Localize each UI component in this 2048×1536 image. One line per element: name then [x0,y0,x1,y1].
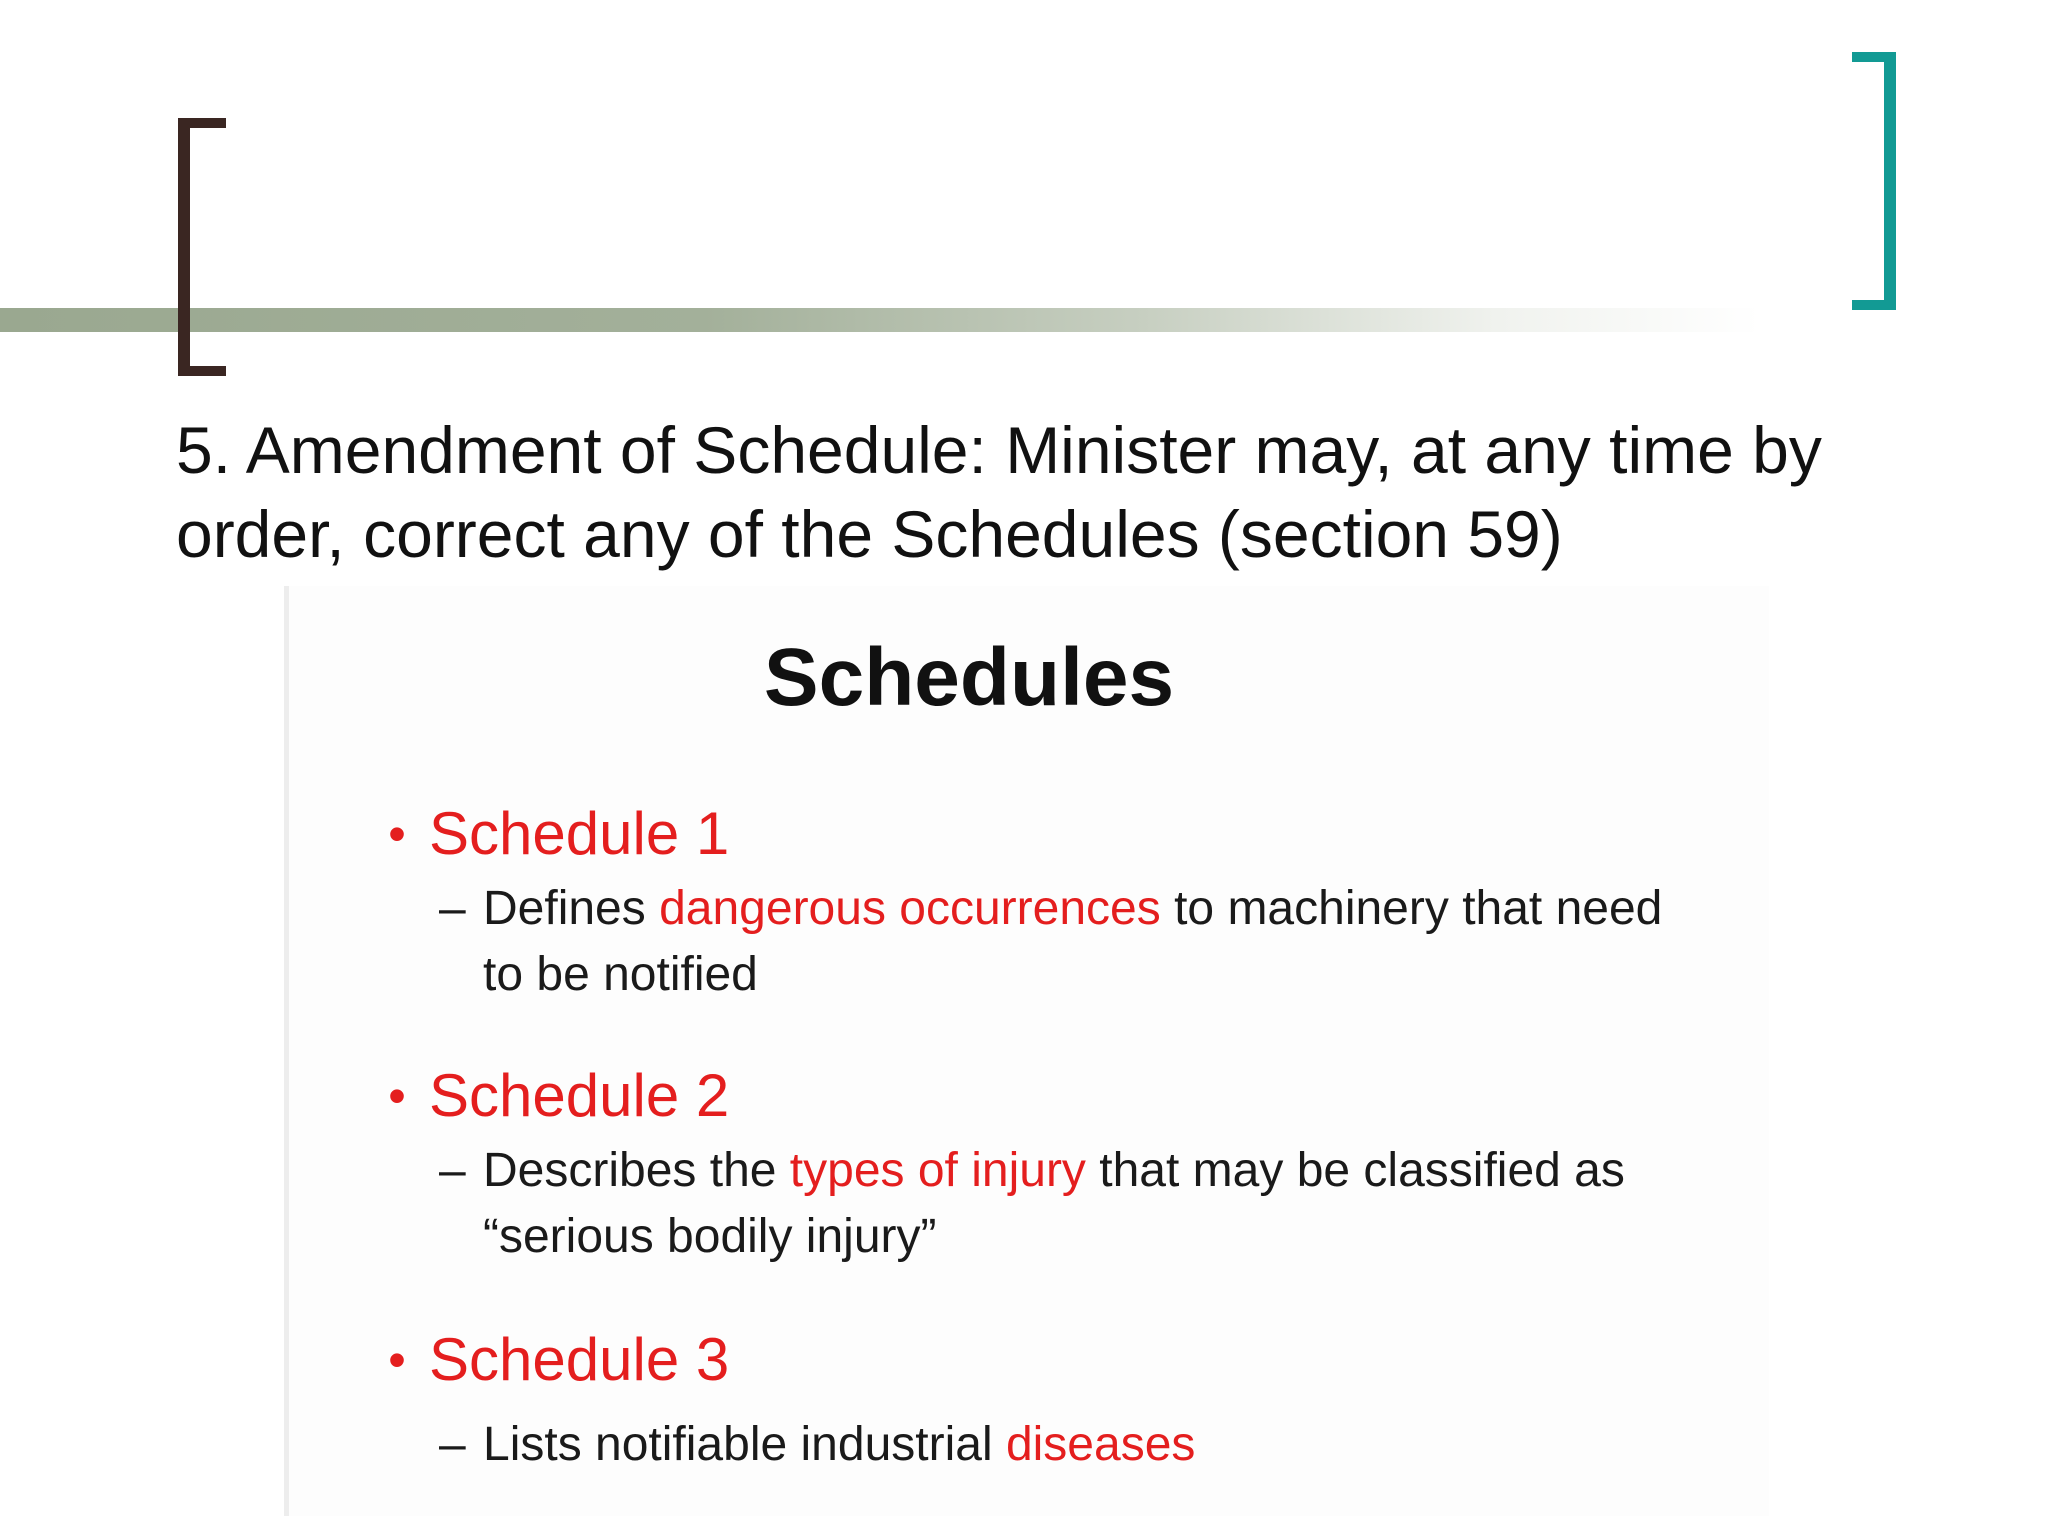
left-bracket-icon [178,118,226,376]
schedule-item [377,1322,1677,1478]
schedule-item [377,796,1677,1008]
dash-icon: – [439,882,466,935]
schedule-heading [377,796,1677,872]
description-text: Defines [483,882,660,935]
bullet-icon: • [388,806,406,862]
slide-heading: 5. Amendment of Schedule: Minister may, at any time by order, correct any of the Schedules (section 59) [176,413,1822,571]
schedules-title: Schedules [763,632,1175,723]
schedule-item [377,1058,1677,1270]
description-highlight: types of injury [789,1144,1086,1197]
schedule-description [377,1138,1677,1270]
description-text: to machinery that need to be notified [483,882,1663,1001]
dash-icon: – [439,1418,466,1471]
description-text: Lists notifiable industrial [483,1418,1006,1471]
dash-icon: – [439,1144,466,1197]
schedule-heading [377,1322,1677,1398]
description-text: Describes the [483,1144,790,1197]
bullet-icon: • [388,1332,406,1388]
bullet-icon: • [388,1068,406,1124]
description-highlight: diseases [1005,1418,1196,1471]
schedule-description [377,876,1677,1008]
description-highlight: dangerous occurrences [659,882,1161,935]
right-bracket-icon [1852,52,1896,310]
embedded-schedules-slide [284,586,1769,1516]
schedule-label: Schedule 2 [429,1062,730,1129]
schedule-description [377,1412,1677,1478]
schedule-label: Schedule 3 [429,1326,730,1393]
description-text: that may be classified as “serious bodily injury” [483,1144,1625,1263]
schedule-heading [377,1058,1677,1134]
schedule-label: Schedule 1 [429,800,730,867]
header-rule [0,308,1760,332]
